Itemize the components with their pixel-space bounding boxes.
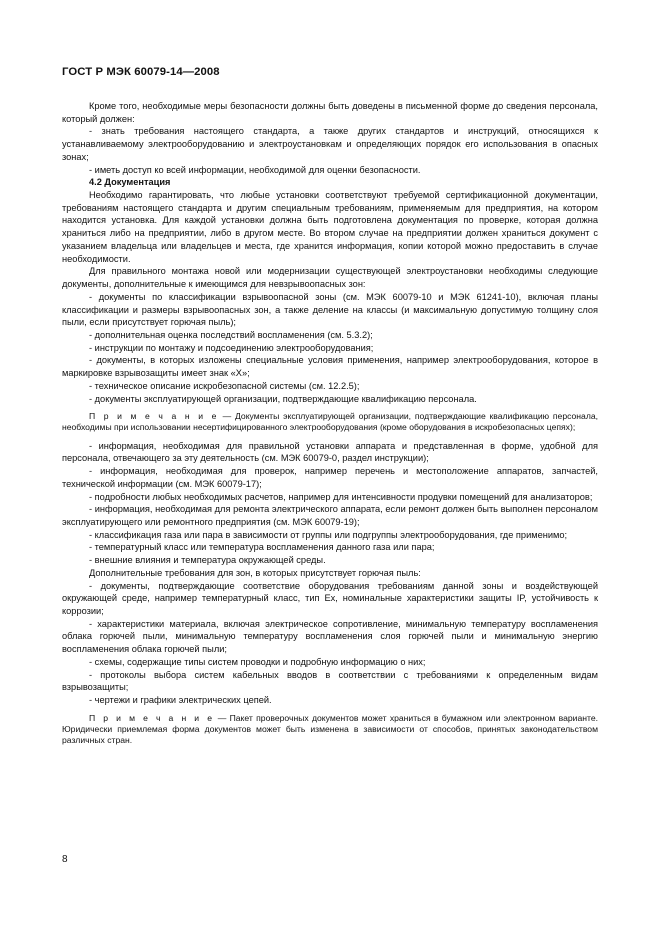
list-item: - характеристики материала, включая электрическое сопротивление, минимальную температуру воспламенения облака горючей пыли, минимальную температуру воспламенения слоя горючей пыли и минимальную энергию воспламенения облака горючей пыли; [62, 618, 598, 655]
note-text: — Пакет проверочных документов может храниться в бумажном или электронном варианте. Юридически приемлемая форма документов может быть изменена в зависимости от способов, принятых законодательством различных стран. [62, 712, 598, 746]
note-label: П р и м е ч а н и е [89, 712, 215, 723]
paragraph: Необходимо гарантировать, что любые установки соответствуют требуемой сертификационной документации, требованиям настоящего стандарта и другим специальным требованиям, применяемым для предприятия, на котором находится установка. Для каждой установки должна быть подготовлена документация по проверке, которая должна храниться либо на предприятии, либо в другом месте. Во втором случае на предприятии должен храниться документ с указанием владельца или владельцев и места, где хранится информация, копии которой можно предоставить в случае необходимости. [62, 190, 598, 264]
paragraph: Кроме того, необходимые меры безопасности должны быть доведены в письменной форме до сведения персонала, который должен: [62, 101, 598, 124]
page-number: 8 [62, 854, 68, 865]
paragraph: Дополнительные требования для зон, в которых присутствует горючая пыль: [89, 567, 421, 578]
list-item: - техническое описание искробезопасной системы (см. 12.2.5); [89, 380, 360, 391]
list-item: - инструкции по монтажу и подсоединению электрооборудования; [89, 342, 374, 353]
list-item: - протоколы выбора систем кабельных вводов в соответствии с требованиями к определенным видам взрывозащиты; [62, 669, 598, 693]
list-item: - классификация газа или пара в зависимости от группы или подгруппы электрооборудования, где применимо; [89, 529, 568, 540]
list-item: - дополнительная оценка последствий воспламенения (см. 5.3.2); [89, 329, 373, 340]
list-item: - иметь доступ ко всей информации, необходимой для оценки безопасности. [89, 164, 421, 175]
list-item: - информация, необходимая для правильной установки аппарата и представленная в форме, удобной для персонала, отвечающего за эту деятельность (см. МЭК 60079-0, раздел инструкции); [62, 440, 598, 464]
note-2 [62, 713, 598, 747]
list-item: - информация, необходимая для ремонта электрического аппарата, если ремонт должен быть выполнен персоналом эксплуатирующего или ремонтного предприятия (см. МЭК 60079-19); [62, 504, 598, 527]
document-header: ГОСТ Р МЭК 60079-14—2008 [62, 66, 220, 78]
list-item: - чертежи и графики электрических цепей. [89, 695, 272, 706]
list-item: - информация, необходимая для проверок, например перечень и местоположение аппаратов, запчастей, технической информации (см. МЭК 60079-17); [62, 466, 598, 489]
list-item: - документы, подтверждающие соответствие оборудования требованиям данной зоны и воздействующей окружающей среде, например температурный класс, тип Ex, номинальные характеристики защиты IP, устойчивость к коррозии; [62, 580, 598, 616]
list-item: - документы, в которых изложены специальные условия применения, например электрооборудования, которое в маркировке взрывозащиты имеет знак «X»; [62, 355, 598, 379]
list-item: - схемы, содержащие типы систем проводки и подробную информацию о них; [89, 656, 426, 667]
section-heading: 4.2 Документация [89, 177, 171, 188]
list-item: - документы по классификации взрывоопасной зоны (см. МЭК 60079-10 и МЭК 61241-10), включая планы классификации и размеры взрывоопасных зон, а также деление на классы (и максимальную допустимую толщину слоя пыли, если присутствует горючая пыль); [62, 291, 598, 328]
list-item: - температурный класс или температура воспламенения данного газа или пара; [89, 542, 435, 553]
list-item: - внешние влияния и температура окружающей среды. [89, 555, 326, 566]
list-item: - документы эксплуатирующей организации, подтверждающие квалификацию персонала. [89, 393, 477, 404]
list-item: - подробности любых необходимых расчетов, например для интенсивности продувки помещений для анализаторов; [89, 491, 593, 502]
note-label: П р и м е ч а н и е [89, 411, 219, 422]
list-item: - знать требования настоящего стандарта, а также других стандартов и инструкций, относящихся к устанавливаемому электрооборудованию и электроустановкам и определяющих порядок его использования в опасных зонах; [62, 126, 598, 162]
note-1 [62, 411, 598, 433]
paragraph: Для правильного монтажа новой или модернизации существующей электроустановки необходимы следующие документы, дополнительные к имеющимся для невзрывоопасных зон: [62, 266, 598, 290]
document-body [62, 100, 598, 746]
note-text: — Документы эксплуатирующей организации, подтверждающие квалификацию персонала, необходимы при использовании несертифицированного электрооборудования (кроме оборудования в искробезопасных цепях); [62, 411, 598, 433]
